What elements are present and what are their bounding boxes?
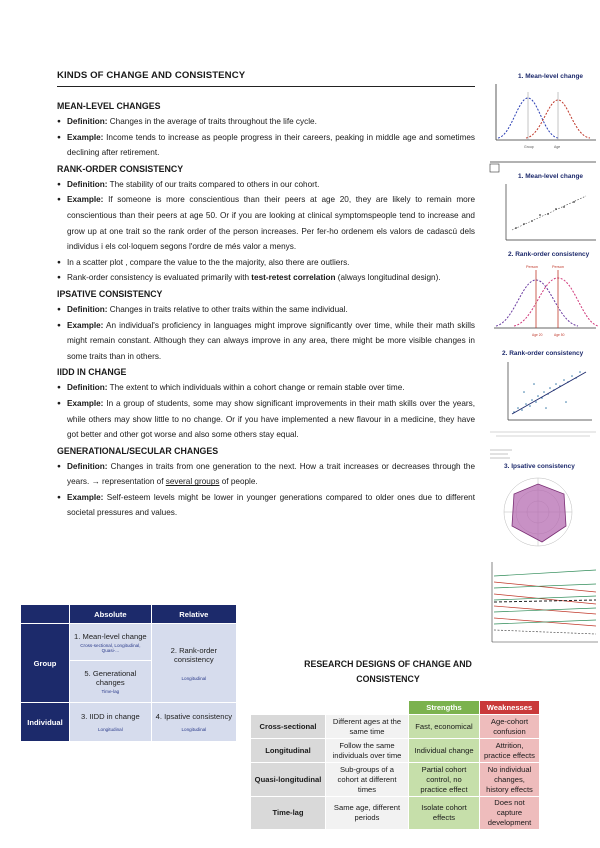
cell-label: 4. Ipsative consistency	[155, 712, 233, 721]
cell-sublabel: Cross-sectional, Longitudinal, Quasi-...	[80, 642, 141, 653]
item-text: Changes in the average of traits throughout the life cycle.	[109, 117, 317, 126]
list-item	[57, 177, 475, 193]
table-cell: Same age, different periods	[326, 797, 409, 830]
table-cell	[151, 703, 236, 742]
figure-title: 3. Ipsative consistency	[504, 463, 575, 470]
list-item	[57, 130, 475, 161]
item-text: Changes in traits relative to other traits within the same individual.	[109, 304, 348, 314]
table-cell	[70, 624, 152, 661]
item-underline: several groups	[165, 477, 220, 487]
table-cell: Partial cohort control, no practice effect	[409, 763, 480, 797]
bullet-list	[57, 177, 475, 286]
item-text: Rank-order consistency is evaluated primarily with	[67, 273, 252, 283]
iidd-lines-graphic	[486, 556, 600, 648]
cell-label: 1. Mean-level change	[74, 631, 147, 641]
bullet-list	[57, 302, 475, 364]
table-cell: Does not capture development	[480, 797, 540, 830]
table-header: Absolute	[70, 605, 152, 624]
section-heading-mean-level: MEAN-LEVEL CHANGES	[57, 101, 161, 111]
table-cell: Follow the same individuals over time	[326, 739, 409, 763]
table-cell: Isolate cohort effects	[409, 797, 480, 830]
figure-title: 2. Rank-order consistency	[508, 251, 590, 258]
section-heading-ipsative: IPSATIVE CONSISTENCY	[57, 288, 163, 299]
svg-text:Group: Group	[524, 145, 534, 149]
section-heading-iidd: IIDD IN CHANGE	[57, 367, 127, 378]
section-heading-rank-order: RANK-ORDER CONSISTENCY	[57, 163, 184, 174]
table-cell: Fast, economical	[409, 715, 480, 739]
item-label: Example:	[67, 132, 104, 142]
list-item	[57, 459, 475, 490]
figure-mean-level-scatter	[486, 160, 600, 246]
table-header-weaknesses: Weaknesses	[480, 701, 540, 715]
item-text: In a scatter plot , compare the value to the the majority, also there are outliers.	[67, 257, 350, 267]
summary-table	[20, 604, 237, 742]
figure-rank-order-curves	[486, 248, 600, 346]
ipsative-radar-graphic	[486, 446, 600, 552]
svg-text:Age: Age	[554, 145, 561, 149]
item-label: Example:	[67, 492, 104, 502]
table-cell	[70, 661, 152, 703]
item-label: Example:	[67, 398, 104, 408]
row-header: Time-lag	[251, 797, 326, 830]
mean-level-curves-graphic	[486, 70, 600, 158]
item-bold: test-retest correlation	[251, 273, 336, 283]
figure-title: 2. Rank-order consistency	[502, 350, 584, 357]
item-label: Definition:	[67, 461, 108, 471]
table-cell: Attrition, practice effects	[480, 739, 540, 763]
list-item	[57, 192, 475, 254]
item-label: Definition:	[67, 179, 108, 189]
figure-iidd-lines	[486, 556, 600, 648]
svg-text:Age 20: Age 20	[532, 333, 543, 337]
row-header: Longitudinal	[251, 739, 326, 763]
figure-title: 1. Mean-level change	[518, 73, 584, 80]
figure-ipsative-radar	[486, 446, 600, 552]
cell-sublabel: Time-lag	[101, 689, 120, 695]
table-cell	[70, 703, 152, 742]
bullet-list	[57, 380, 475, 442]
table-corner	[21, 605, 70, 624]
research-designs-table	[250, 700, 540, 830]
section-heading-generational: GENERATIONAL/SECULAR CHANGES	[57, 445, 219, 456]
bullet-list	[57, 459, 475, 521]
table-cell: Individual change	[409, 739, 480, 763]
item-label: Example:	[67, 320, 104, 330]
list-item	[57, 255, 475, 271]
list-item	[57, 380, 475, 396]
figure-mean-level-curves	[486, 70, 600, 158]
item-label: Definition:	[67, 304, 108, 314]
table-cell: Sub-groups of a cohort at different times	[326, 763, 409, 797]
cell-sublabel: Longitudinal	[181, 675, 207, 681]
svg-text:Person: Person	[552, 265, 565, 269]
page-title: KINDS OF CHANGE AND CONSISTENCY	[57, 70, 475, 87]
main-content	[57, 70, 475, 521]
table-corner	[326, 701, 409, 715]
cell-sublabel: Longitudinal	[97, 727, 123, 732]
list-item	[57, 318, 475, 365]
table-cell	[151, 624, 236, 703]
row-header: Cross-sectional	[251, 715, 326, 739]
table-cell: Different ages at the same time	[326, 715, 409, 739]
item-text: In a group of students, some may show significant improvements in their math skills over the years, while others may show little to no change. Or if you have implemented a new flavour in a medicine, they have got better and other got worse and also some others stay equal.	[67, 398, 476, 440]
cell-label: 5. Generational changes	[84, 669, 137, 688]
row-header-group: Group	[21, 624, 70, 703]
item-text: Changes in traits from one generation to the next. How a trait increases or decreases through the years. → representation of	[67, 461, 475, 487]
table-cell: Age-cohort confusion	[480, 715, 540, 739]
item-text: of people.	[219, 477, 258, 487]
list-item	[57, 302, 475, 318]
table-header-strengths: Strengths	[409, 701, 480, 715]
bullet-list	[57, 114, 475, 161]
list-item	[57, 490, 475, 521]
svg-text:Age 50: Age 50	[554, 333, 565, 337]
row-header: Quasi-longitudinal	[251, 763, 326, 797]
svg-text:Person: Person	[526, 265, 539, 269]
rank-order-curves-graphic	[486, 248, 600, 346]
item-text: Income tends to increase as people progress in their careers, peaking in middle age and sometimes declining after retirement.	[67, 132, 475, 158]
item-label: Definition:	[67, 383, 108, 393]
table-header: Relative	[151, 605, 236, 624]
list-item	[57, 114, 475, 130]
list-item	[57, 396, 475, 443]
item-text: The stability of our traits compared to others in our cohort.	[109, 179, 320, 189]
item-text: An individual's proficiency in languages might improve significantly over time, while their math skills might remain constant. Although they can always improve in any area, there might be more visible changes in some traits than in others.	[67, 320, 475, 361]
item-label: Example:	[67, 195, 104, 205]
table-corner	[251, 701, 326, 715]
item-text: (always longitudinal design).	[335, 273, 441, 283]
item-text: Self-esteem levels might be lower in younger generations compared to older ones due to different societal pressures and values.	[67, 492, 476, 518]
research-designs-title: RESEARCH DESIGNS OF CHANGE AND CONSISTENCY	[304, 659, 472, 684]
item-text: If someone is more conscientious than their peers at age 20, they are likely to remain more conscientious than their peers at age 50. Or if you are looking at clinical symptomspeople tend to increase and grow up at one trait so the rank order of the person increases. Per fer-ho ordenem els valors de cadascú dels individus i els col·loquem segons l'ordre de més valor a menys.	[67, 195, 476, 252]
table-cell: No individual changes, history effects	[480, 763, 540, 797]
cell-label: 3. IIDD in change	[81, 712, 140, 721]
figure-rank-order-scatter	[486, 348, 600, 444]
rank-order-scatter-graphic	[486, 348, 600, 444]
cell-sublabel: Longitudinal	[181, 727, 207, 732]
figure-title: 1. Mean-level change	[518, 173, 584, 180]
item-label: Definition:	[67, 117, 108, 126]
cell-label: 2. Rank-order consistency	[170, 645, 218, 664]
list-item	[57, 270, 475, 286]
row-header-individual: Individual	[21, 703, 70, 742]
item-text: The extent to which individuals within a cohort change or remain stable over time.	[109, 383, 405, 393]
